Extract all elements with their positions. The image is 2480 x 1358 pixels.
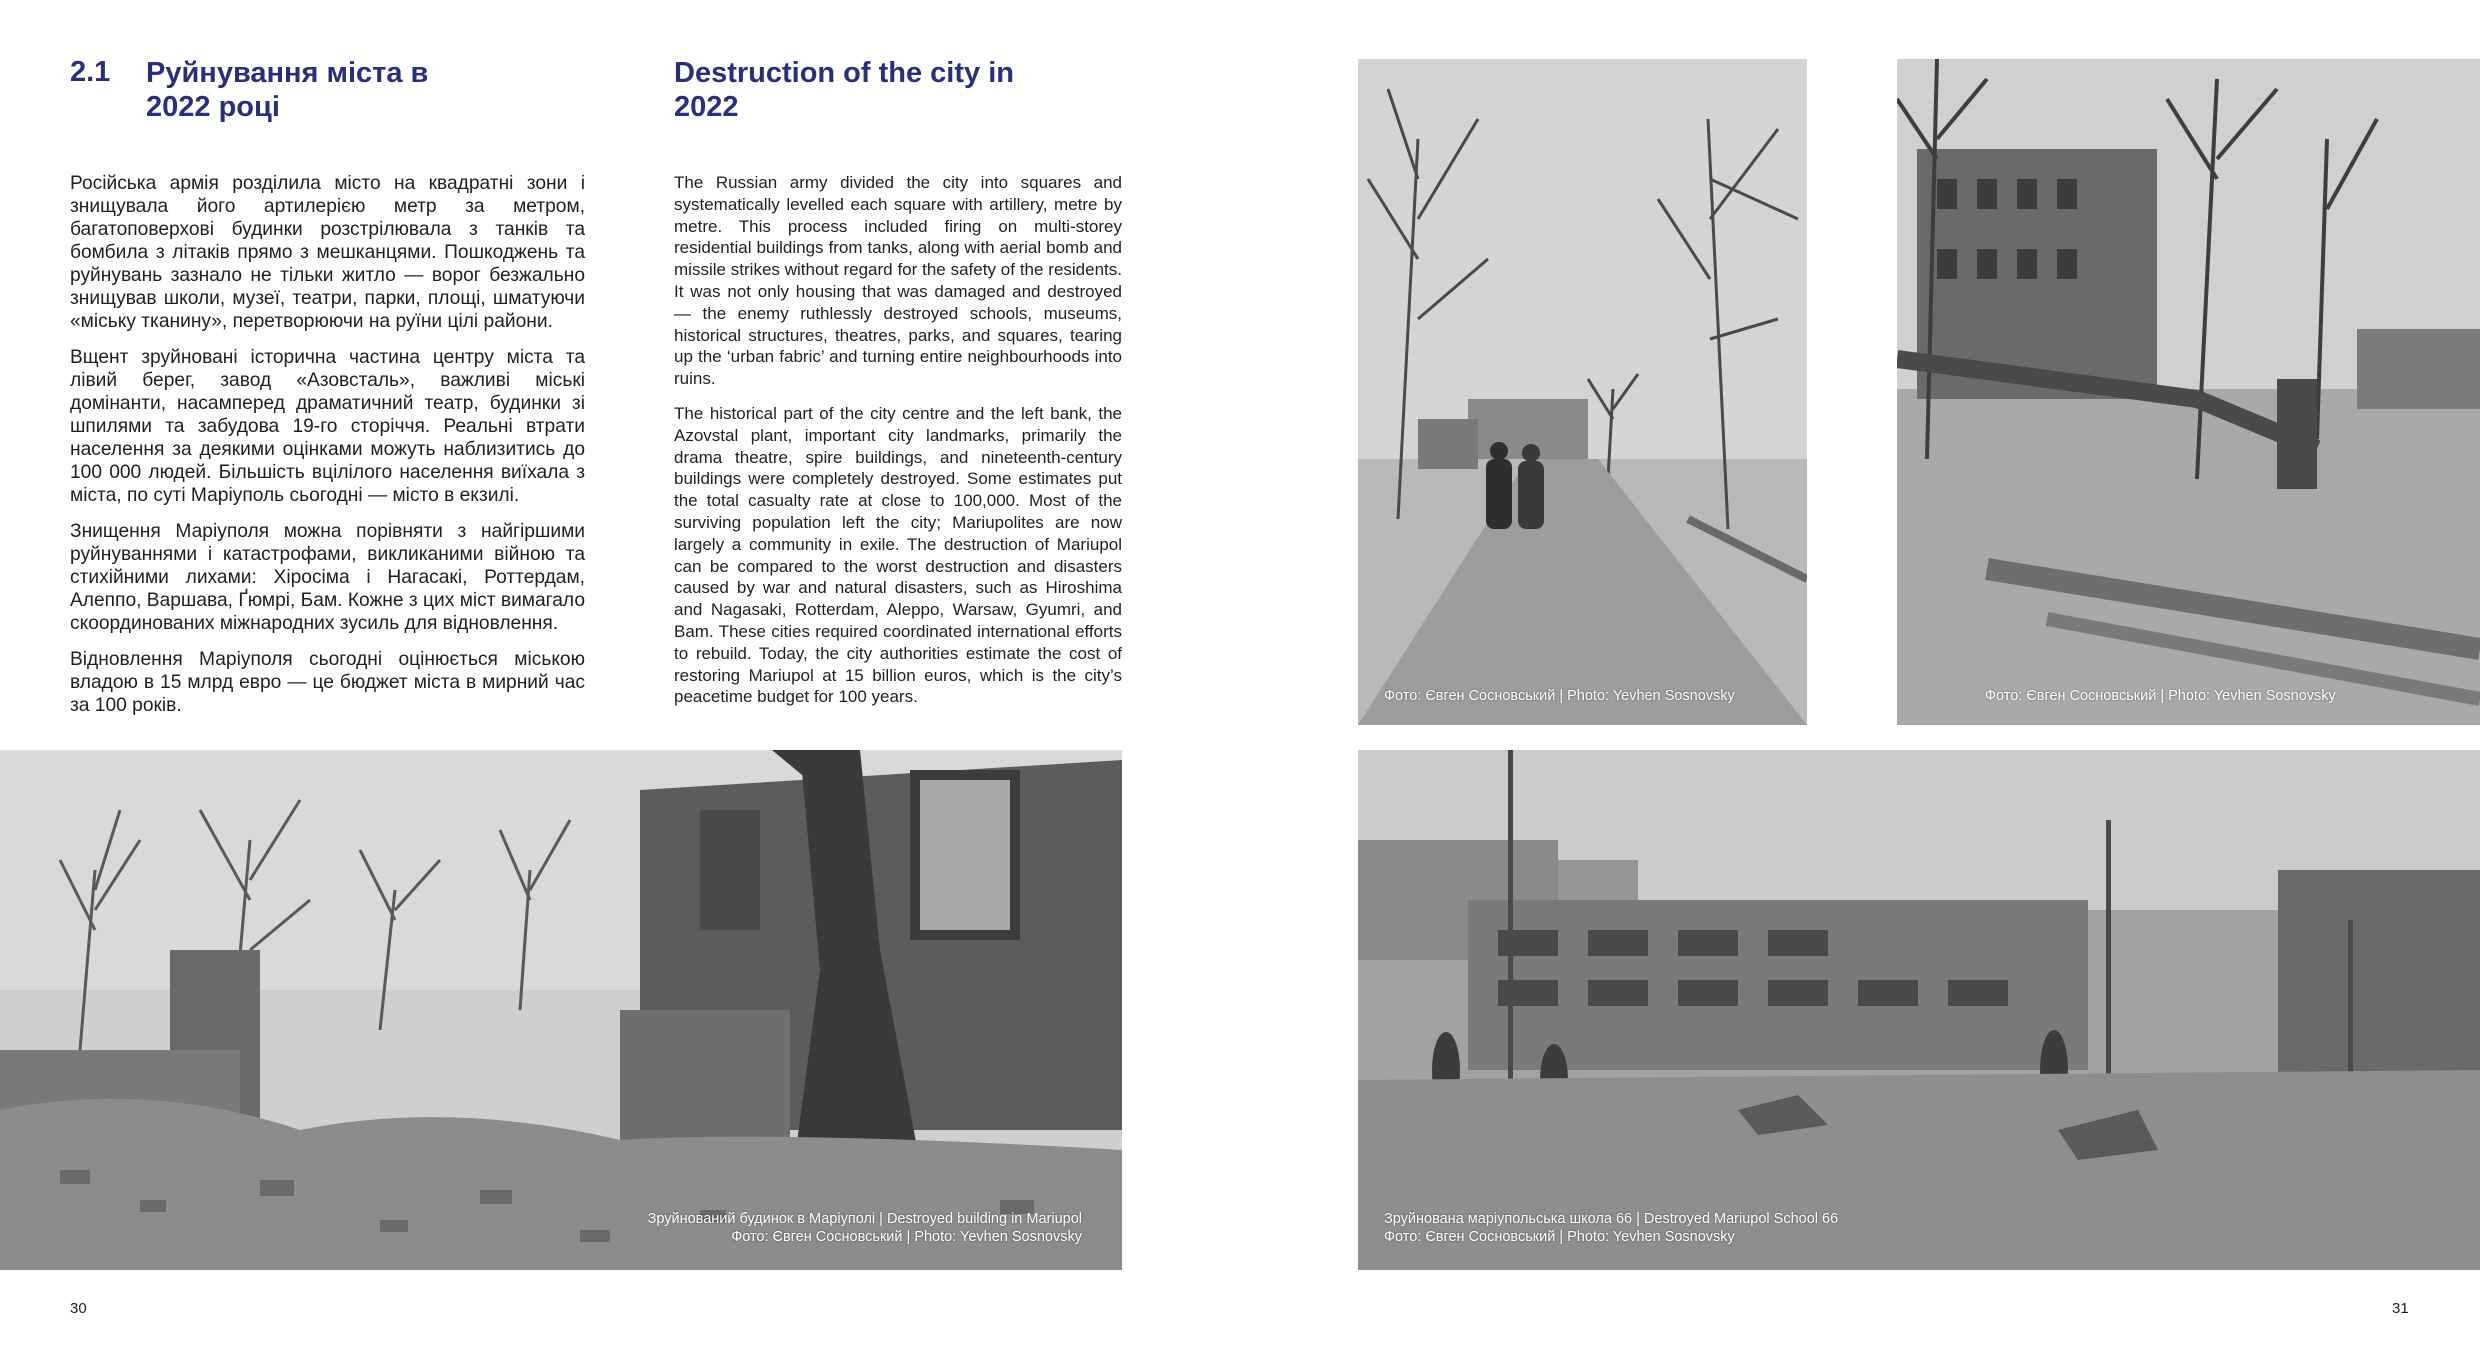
body-text-en — [674, 172, 1122, 721]
paragraph-ua: Російська армія розділила місто на квадратні зони і знищувала його артилерією метр за метром, багатоповерхові будинки розстрілювала з танків та бомбила з літаків прямо з мешканцями. Пошкоджень та руйнувань зазнало не тільки житло — ворог безжально знищував школи, музеї, театри, парки, площі, шматуючи «міську тканину», перетворюючи на руїни цілі райони. — [70, 173, 585, 332]
paragraph-en: The Russian army divided the city into squares and systematically levelled each square with artillery, metre by metre. This process included firing on multi-storey residential buildings from tanks, along with aerial bomb and missile strikes without regard for the safety of the residents. It was not only housing that was damaged and destroyed — the enemy ruthlessly destroyed schools, museums, historical structures, theatres, parks, and squares, tearing up the ‘urban fabric’ and turning entire neighbourhoods into ruins. — [674, 173, 1122, 389]
photo-credit: Фото: Євген Сосновський | Photo: Yevhen Sosnovsky — [731, 1229, 1082, 1245]
photo-caption: Зруйнована маріупольська школа 66 | Destroyed Mariupol School 66 — [1384, 1211, 1839, 1227]
photo-felled-trees — [1897, 59, 2480, 725]
body-text-ua — [70, 172, 585, 730]
paragraph-en: The historical part of the city centre and the left bank, the Azovstal plant, important city landmarks, primarily the drama theatre, spire buildings, and nineteenth-century buildings were completely destroyed. Some estimates put the total casualty rate at close to 100,000. Most of the surviving population left the city; Mariupolites are now largely a community in exile. The destruction of Mariupol can be compared to the worst destruction and disasters caused by war and natural disasters, such as Hiroshima and Nagasaki, Rotterdam, Aleppo, Warsaw, Gyumri, and Bam. These cities required coordinated international efforts to rebuild. Today, the city authorities estimate the cost of restoring Mariupol at 15 billion euros, which is the city’s peacetime budget for 100 years. — [674, 403, 1122, 707]
paragraph-ua: Знищення Маріуполя можна порівняти з найгіршими руйнуваннями і катастрофами, викликаними війною та стихійними лихами: Хіросіма і Нагасакі, Роттердам, Алеппо, Варшава, Ґюмрі, Бам. Кожне з цих міст вимагало скоординованих міжнародних зусиль для відновлення. — [70, 521, 585, 634]
photo-credit: Фото: Євген Сосновський | Photo: Yevhen Sosnovsky — [1384, 1229, 1735, 1245]
photo-destroyed-school — [1358, 750, 2480, 1270]
section-title-ua: Руйнування міста в 2022 році — [146, 57, 429, 123]
photo-destroyed-building — [0, 750, 1122, 1270]
photo-destroyed-street-image — [1358, 59, 1807, 725]
photo-destroyed-building-image — [0, 750, 1122, 1270]
section-title-en: Destruction of the city in 2022 — [674, 57, 1014, 123]
paragraph-ua: Вщент зруйновані історична частина центру міста та лівий берег, завод «Азовсталь», важливі міські домінанти, насамперед драматичний театр, будинки зі шпилями та забудова 19-го сторіччя. Реальні втрати населення за деякими оцінками можуть наблизитись до 100 000 людей. Більшість вцілілого населення виїхала з міста, по суті Маріуполь сьогодні — місто в екзилі. — [70, 347, 585, 506]
paragraph-ua: Відновлення Маріуполя сьогодні оцінюється міською владою в 15 млрд евро — це бюджет міста в мирний час за 100 років. — [70, 649, 585, 716]
page-number-right: 31 — [2392, 1300, 2409, 1317]
photo-felled-trees-image — [1897, 59, 2480, 725]
section-number: 2.1 — [70, 56, 111, 88]
photo-caption: Зруйнований будинок в Маріуполі | Destroyed building in Mariupol — [647, 1211, 1082, 1227]
photo-destroyed-street — [1358, 59, 1807, 725]
photo-destroyed-school-image — [1358, 750, 2480, 1270]
page-number-left: 30 — [70, 1300, 87, 1317]
photo-credit: Фото: Євген Сосновський | Photo: Yevhen Sosnovsky — [1384, 688, 1735, 704]
photo-credit: Фото: Євген Сосновський | Photo: Yevhen Sosnovsky — [1985, 688, 2336, 704]
